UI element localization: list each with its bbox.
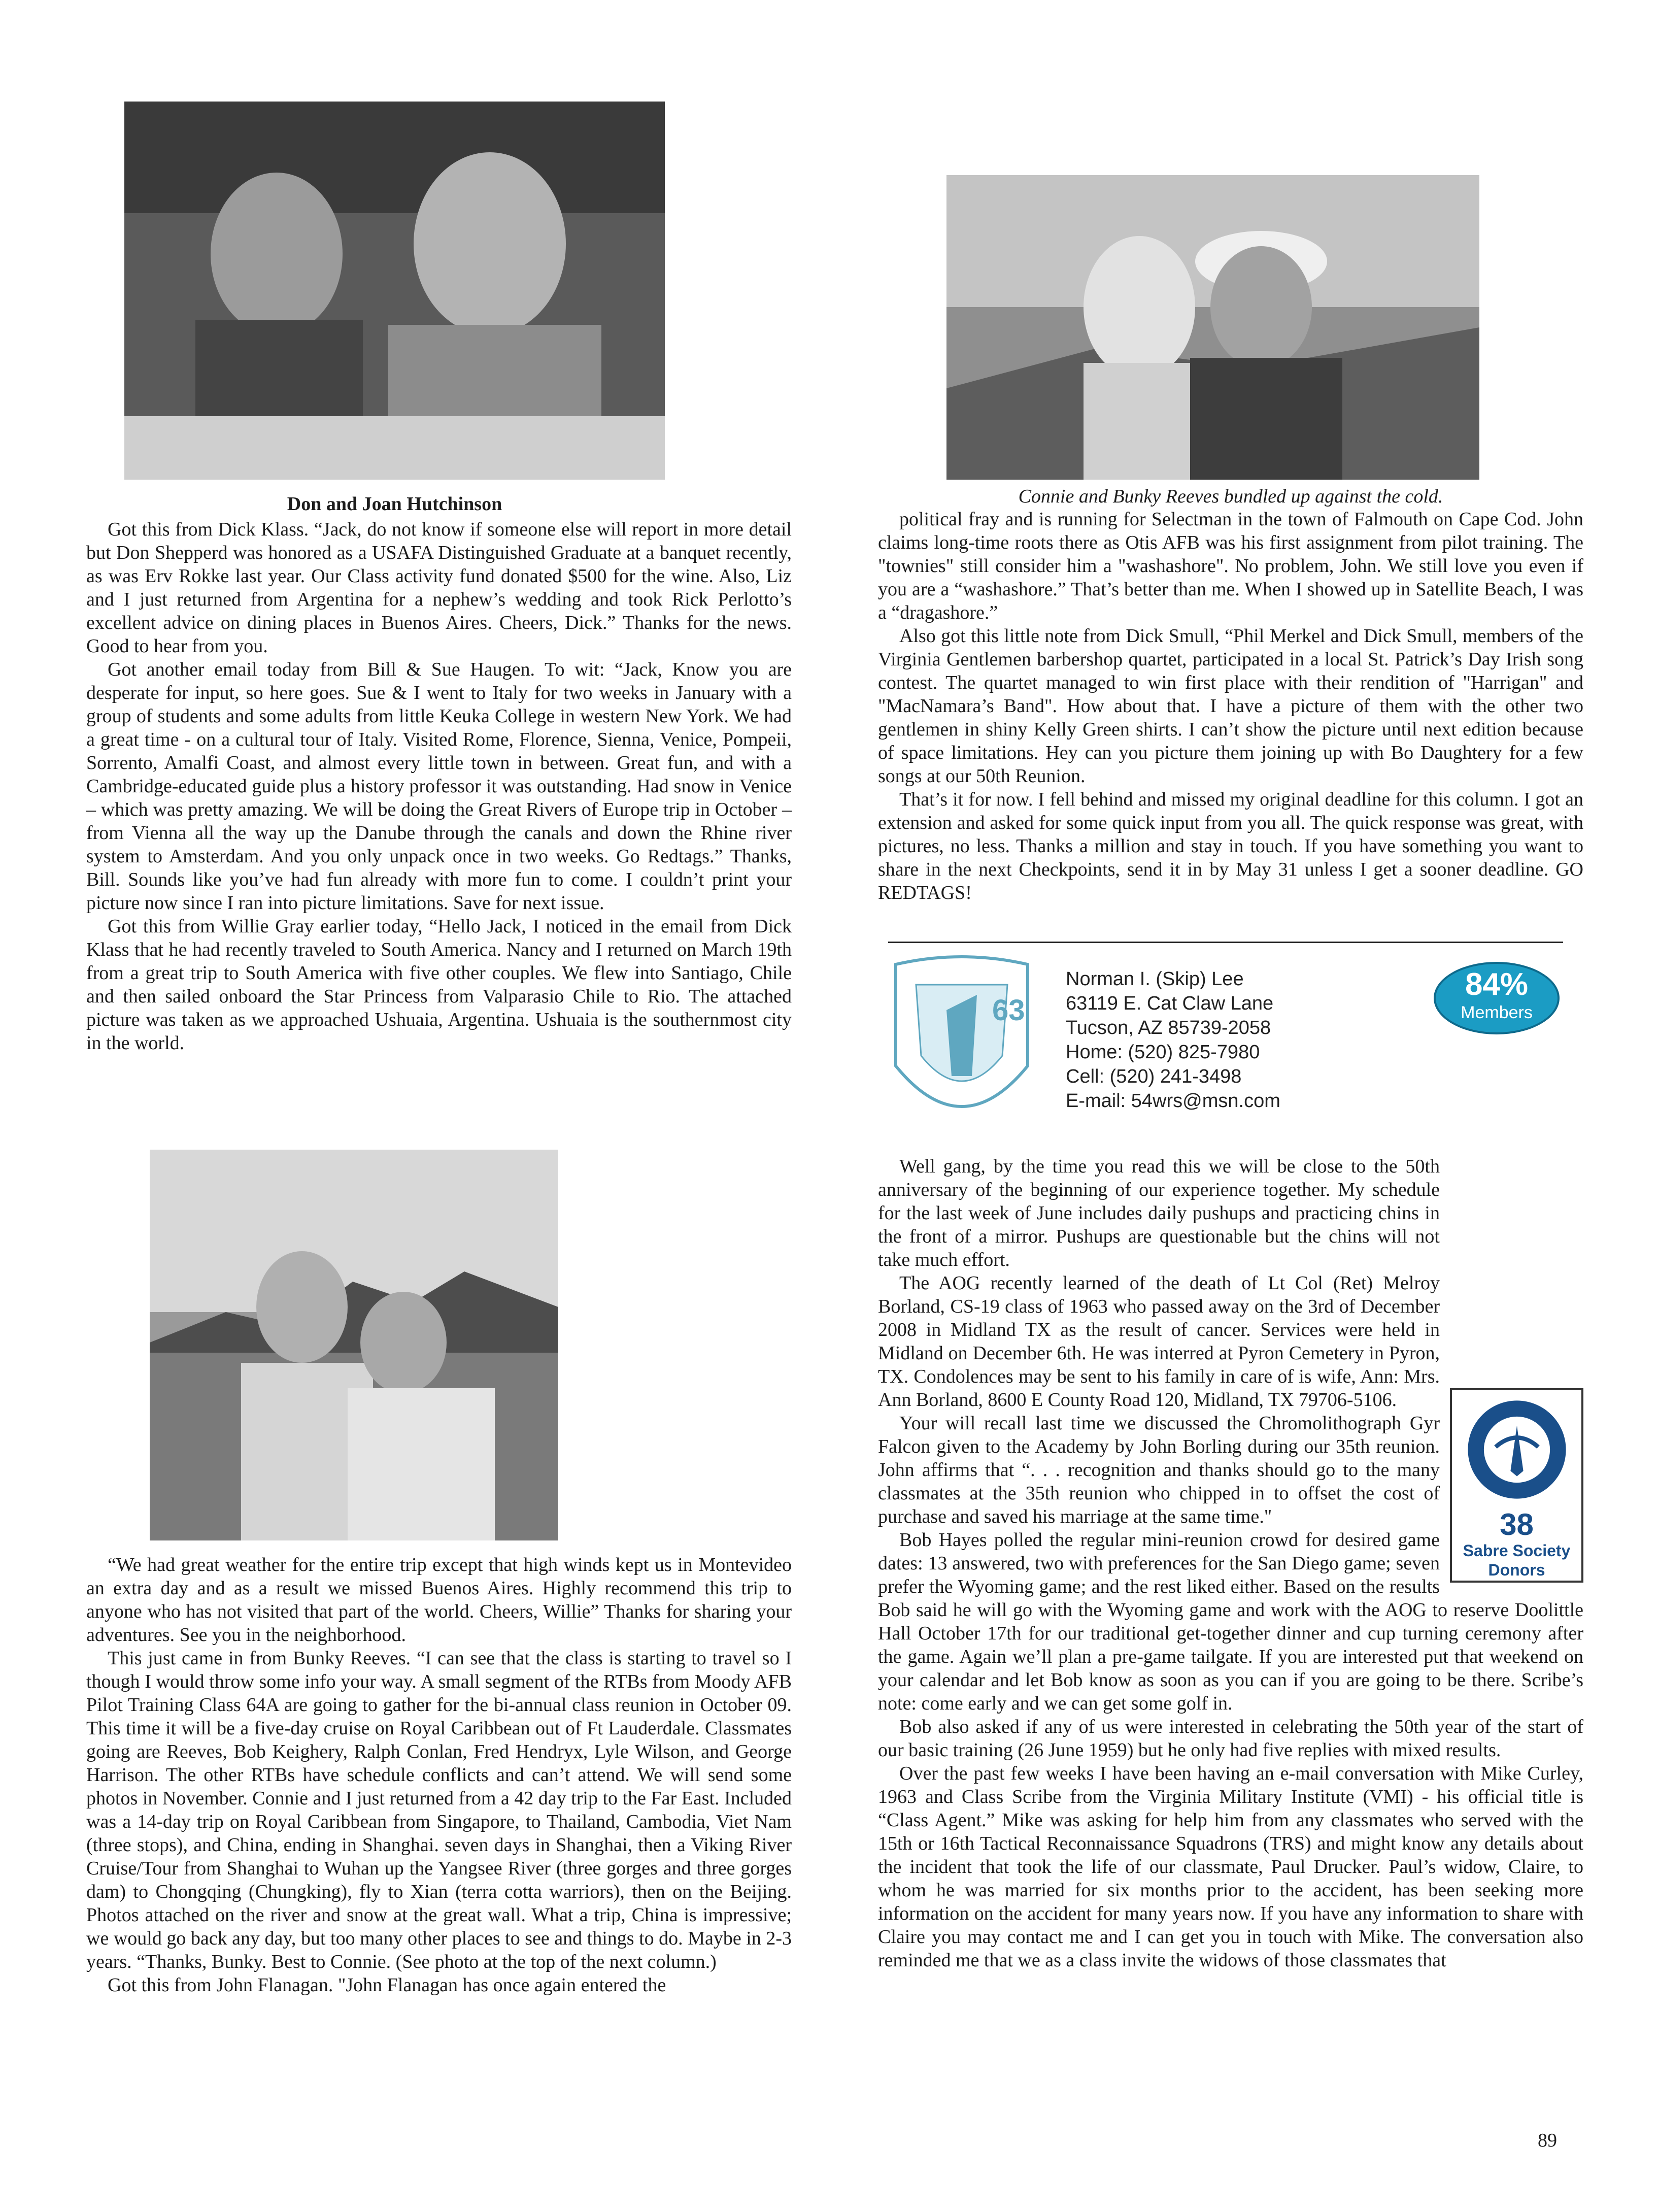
photo-hutchinson bbox=[124, 102, 665, 480]
sabre-label-2: Donors bbox=[1488, 1561, 1545, 1579]
paragraph: Got this from John Flanagan. "John Flanagan has once again entered the bbox=[108, 1974, 666, 1996]
paragraph: This just came in from Bunky Reeves. “I can see that the class is starting to travel so I though I would throw some info your way. A small segment of the RTBs from Moody AFB Pilot Training Class 64A are going to gather for the bi-annual class reunion in October 09. This time it will be a five-day cruise on Royal Caribbean out of Ft Lauderdale. Classmates going are Reeves, Bob Keighery, Ralph Conlan, Fred Hendryx, Lyle Wilson, and George Harrison. The other RTBs have schedule conflicts and can’t attend. We will send some photos in November. Connie and I just returned from a 42 day trip to the Far East. Included was a 14-day trip on Royal Caribbean from Singapore, to Thailand, Cambodia, Viet Nam (three stops), and China, ending in Shanghai. seven days in Shanghai, then a Viking River Cruise/Tour from Shanghai to Wuhan up the Yangsee River (three gorges and three gorges dam) to Chongqing (Chungking), fly to Xian (terra cotta warriors), then on the Beijing. Photos attached on the river and snow at the great wall. What a trip, China is impressive; we would go back any day, but too many other places to see and things to do. Maybe in 2-3 years. “Thanks, Bunky. Best to Connie. (See photo at the top of the next column.) bbox=[86, 1648, 792, 1972]
caption-hutchinson: Don and Joan Hutchinson bbox=[287, 493, 502, 515]
members-badge bbox=[1434, 962, 1560, 1034]
caption-reeves-cold: Connie and Bunky Reeves bundled up against the cold. bbox=[1018, 486, 1443, 507]
paragraph: political fray and is running for Selectman in the town of Falmouth on Cape Cod. John claims long-time roots there as Otis AFB was his first assignment from pilot training. The "townies" still consider him a "washashore". No problem, John. We still love you even if you are a “washashore.” That’s better than me. When I showed up in Satellite Beach, I was a “dragashore.” bbox=[878, 509, 1583, 623]
contact-home-phone: Home: (520) 825-7980 bbox=[1066, 1042, 1260, 1063]
paragraph: Bob also asked if any of us were interested in celebrating the 50th year of the start of our basic training (26 June 1959) but he only had five replies with mixed results. bbox=[878, 1716, 1583, 1761]
contact-street: 63119 E. Cat Claw Lane bbox=[1066, 993, 1274, 1014]
sabre-label-1: Sabre Society bbox=[1463, 1541, 1571, 1560]
paragraph: “We had great weather for the entire trip except that high winds kept us in Montevideo an extra day and as a result we missed Buenos Aires. Highly recommend this trip to anyone who has not visited that part of the world. Cheers, Willie” Thanks for sharing your adventures. See you in the neighborhood. bbox=[86, 1554, 792, 1646]
left-bottom-text bbox=[86, 1553, 792, 1997]
paragraph: Over the past few weeks I have been having an e-mail conversation with Mike Curley, 1963 and Class Scribe from the Virginia Military Institute (VMI) - his official title is “Class Agent.” Mike was asking for help him from any classmates who served with the 15th or 16th Tactical Reconnaissance Squadrons (TRS) and might know any details about the incident that took the life of our classmate, Paul Drucker. Paul’s widow, Claire, to whom he was married for six months prior to the accident, has been seeking more information on the accident for many years now. If you have any information to share with Claire you may contact me and I can get you in touch with Mike. The conversation also reminded me that we as a class invite the widows of those classmates that bbox=[878, 1763, 1583, 1971]
class-crest bbox=[886, 954, 1038, 1137]
photo-reeves-cold bbox=[946, 175, 1479, 480]
photo-ushuaia bbox=[150, 1150, 558, 1540]
sabre-count: 38 bbox=[1500, 1507, 1534, 1541]
paragraph: Bob Hayes polled the regular mini-reunion crowd for desired game dates: 13 answered, two with preferences for the San Diego game; seven prefer the Wyoming game; and the rest liked either. Based on the results Bob said he will go with the Wyoming game and work with the AOG to reserve Doolittle Hall October 17th for our traditional get-together dinner and cup turning ceremony after the game. Again we’ll plan a pre-game tailgate. If you are interested put that weekend on your calendar and let Bob know as soon as you can if you are going to be there. Scribe’s note: come early and we can get some golf in. bbox=[878, 1529, 1583, 1714]
paragraph: The AOG recently learned of the death of Lt Col (Ret) Melroy Borland, CS-19 class of 1963 who passed away on the 3rd of December 2008 in Midland TX as the result of cancer. Services were held in Midland on December 6th. He was interred at Pyron Cemetery in Pyron, TX. Condolences may be sent to his family in care of is wife, Ann: Mrs. Ann Borland, 8600 E County Road 120, Midland, TX 79706-5106. bbox=[878, 1272, 1440, 1411]
paragraph: Well gang, by the time you read this we will be close to the 50th anniversary of the beginning of our experience together. My schedule for the last week of June includes daily pushups and practicing chins in the front of a mirror. Pushups are questionable but the chins will not take much effort. bbox=[878, 1156, 1440, 1270]
contact-name: Norman I. (Skip) Lee bbox=[1066, 968, 1244, 990]
paragraph: Got this from Dick Klass. “Jack, do not know if someone else will report in more detail but Don Shepperd was honored as a USAFA Distinguished Graduate at a banquet recently, as was Erv Rokke last year. Our Class activity fund donated $500 for the wine. Also, Liz and I just returned from Argentina for a nephew’s wedding and took Rick Perlotto’s excellent advice on dining places in Buenos Aires. Cheers, Dick.” Thanks for the news. Good to hear from you. bbox=[86, 519, 792, 657]
paragraph: That’s it for now. I fell behind and missed my original deadline for this column. I got an extension and asked for some quick input from you all. The quick response was great, with pictures, no less. Thanks a million and stay in touch. If you have something you want to share in the next Checkpoints, send it in by May 31 unless I get a sooner deadline. GO REDTAGS! bbox=[878, 789, 1583, 903]
paragraph: Your will recall last time we discussed the Chromolithograph Gyr Falcon given to the Academy by John Borling during our 35th reunion. John affirms that “. . . recognition and thanks should go to the many classmates at the 35th reunion who chipped in to offset the cost of purchase and saved his marriage at the same time." bbox=[878, 1413, 1440, 1527]
left-top-text bbox=[86, 518, 792, 1055]
sabre-society-badge bbox=[1450, 1388, 1583, 1583]
paragraph: Got another email today from Bill & Sue Haugen. To wit: “Jack, Know you are desperate for input, so here goes. Sue & I went to Italy for two weeks in January with a group of students and some adults from little Keuka College in western New York. We had a great time - on a cultural tour of Italy. Visited Rome, Florence, Sienna, Venice, Pompeii, Sorrento, Amalfi Coast, and almost every little town in between. Great fun, and with a Cambridge-educated guide plus a history professor it was outstanding. Had snow in Venice – which was pretty amazing. We will be doing the Great Rivers of Europe trip in October – from Vienna all the way up the Danube through the canals and down the Rhine river system to Amsterdam. And you only unpack once in two weeks. Go Redtags.” Thanks, Bill. Sounds like you’ve had fun already with more fun to come. I couldn’t print your picture now since I ran into picture limitations. Save for next issue. bbox=[86, 659, 792, 914]
divider bbox=[888, 942, 1563, 943]
contact-cell-phone: Cell: (520) 241-3498 bbox=[1066, 1066, 1242, 1087]
members-label: Members bbox=[1461, 1003, 1533, 1022]
members-percent: 84% bbox=[1465, 967, 1529, 1002]
paragraph: Got this from Willie Gray earlier today, “Hello Jack, I noticed in the email from Dick Klass that he had recently traveled to South America. Nancy and I returned on March 19th from a great trip to South America with five other couples. We flew into Santiago, Chile and then sailed onboard the Star Princess from Valparasio Chile to Rio. The attached picture was taken as we approached Ushuaia, Argentina. Ushuaia is the southernmost city in the world. bbox=[86, 916, 792, 1054]
right-bottom-text bbox=[878, 1155, 1583, 1972]
paragraph: Also got this little note from Dick Smull, “Phil Merkel and Dick Smull, members of the Virginia Gentlemen barbershop quartet, participated in a local St. Patrick’s Day Irish song contest. The quartet managed to win first place with their rendition of "Harrigan" and "MacNamara’s Band". How about that. I have a picture of them with the other two gentlemen in shiny Kelly Green shirts. I can’t show the picture until next edition because of space limitations. Hey can you picture them joining up with Bo Daughtery for a few songs at our 50th Reunion. bbox=[878, 625, 1583, 787]
right-top-text bbox=[878, 508, 1583, 904]
page-number: 89 bbox=[1538, 2130, 1557, 2151]
contact-block bbox=[1066, 967, 1396, 1113]
contact-city: Tucson, AZ 85739-2058 bbox=[1066, 1017, 1271, 1038]
contact-email: E-mail: 54wrs@msn.com bbox=[1066, 1090, 1280, 1112]
crest-number: 63 bbox=[992, 994, 1025, 1027]
